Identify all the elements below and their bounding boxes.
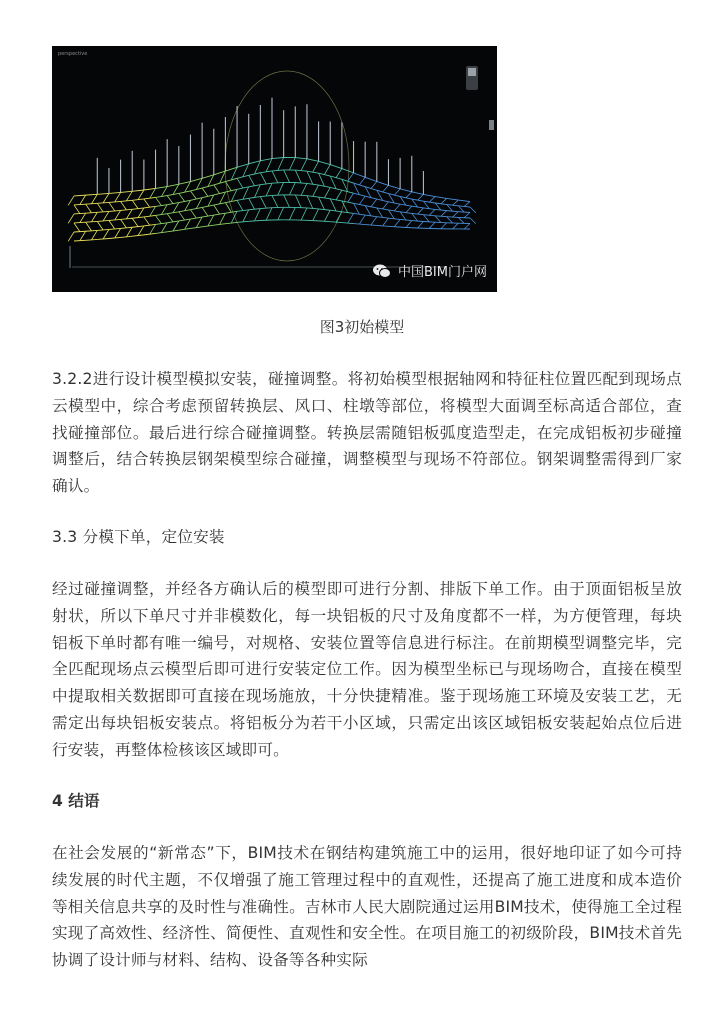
watermark <box>372 261 487 280</box>
paragraph-3-2-2: 3.2.2进行设计模型模拟安装，碰撞调整。将初始模型根据轴网和特征柱位置匹配到现场点云模型中，综合考虑预留转换层、风口、柱墩等部位，将模型大面调至标高适合部位，查找碰撞部位。最后进行综合碰撞调整。转换层需随铝板弧度造型走，在完成铝板初步碰撞调整后，结合转换层钢架模型综合碰撞，调整模型与现场不符部位。钢架调整需得到厂家确认。 <box>52 370 682 496</box>
model-render <box>52 46 497 292</box>
section-heading-4: 4 结语 <box>52 792 100 810</box>
paragraph-3-3: 经过碰撞调整，并经各方确认后的模型即可进行分割、排版下单工作。由于顶面铝板呈放射状，所以下单尺寸并非模数化，每一块铝板的尺寸及角度都不一样，为方便管理，每块铝板下单时都有唯一编号，对规格、安装位置等信息进行标注。在前期模型调整完毕，完全匹配现场点云模型后即可进行安装定位工作。因为模型坐标已与现场吻合，直接在模型中提取相关数据即可直接在现场施放，十分快捷精准。鉴于现场施工环境及安装工艺，无需定出每块铝板安装点。将铝板分为若干小区域，只需定出该区域铝板安装起始点位后进行安装，再整体检核该区域即可。 <box>52 580 682 759</box>
figure-caption: 图3初始模型 <box>319 318 405 336</box>
initial-model-figure <box>52 46 497 292</box>
viewport-label: perspective <box>58 51 88 57</box>
wechat-icon <box>372 263 392 279</box>
paragraph-conclusion: 在社会发展的“新常态”下，BIM技术在钢结构建筑施工中的运用，很好地印证了如今可持续发展的时代主题，不仅增强了施工管理过程中的直观性，还提高了施工进度和成本造价等相关信息共享的及时性与准确性。吉林市人民大剧院通过运用BIM技术，使得施工全过程实现了高效性、经济性、简便性、直观性和安全性。在项目施工的初级阶段，BIM技术首先协调了设计师与材料、结构、设备等各种实际 <box>52 844 682 970</box>
section-heading-3-3: 3.3 分模下单，定位安装 <box>52 528 225 546</box>
watermark-text: 中国BIM门户网 <box>398 265 487 280</box>
viewcube-face <box>468 68 476 76</box>
nav-bar-icon <box>489 120 494 130</box>
